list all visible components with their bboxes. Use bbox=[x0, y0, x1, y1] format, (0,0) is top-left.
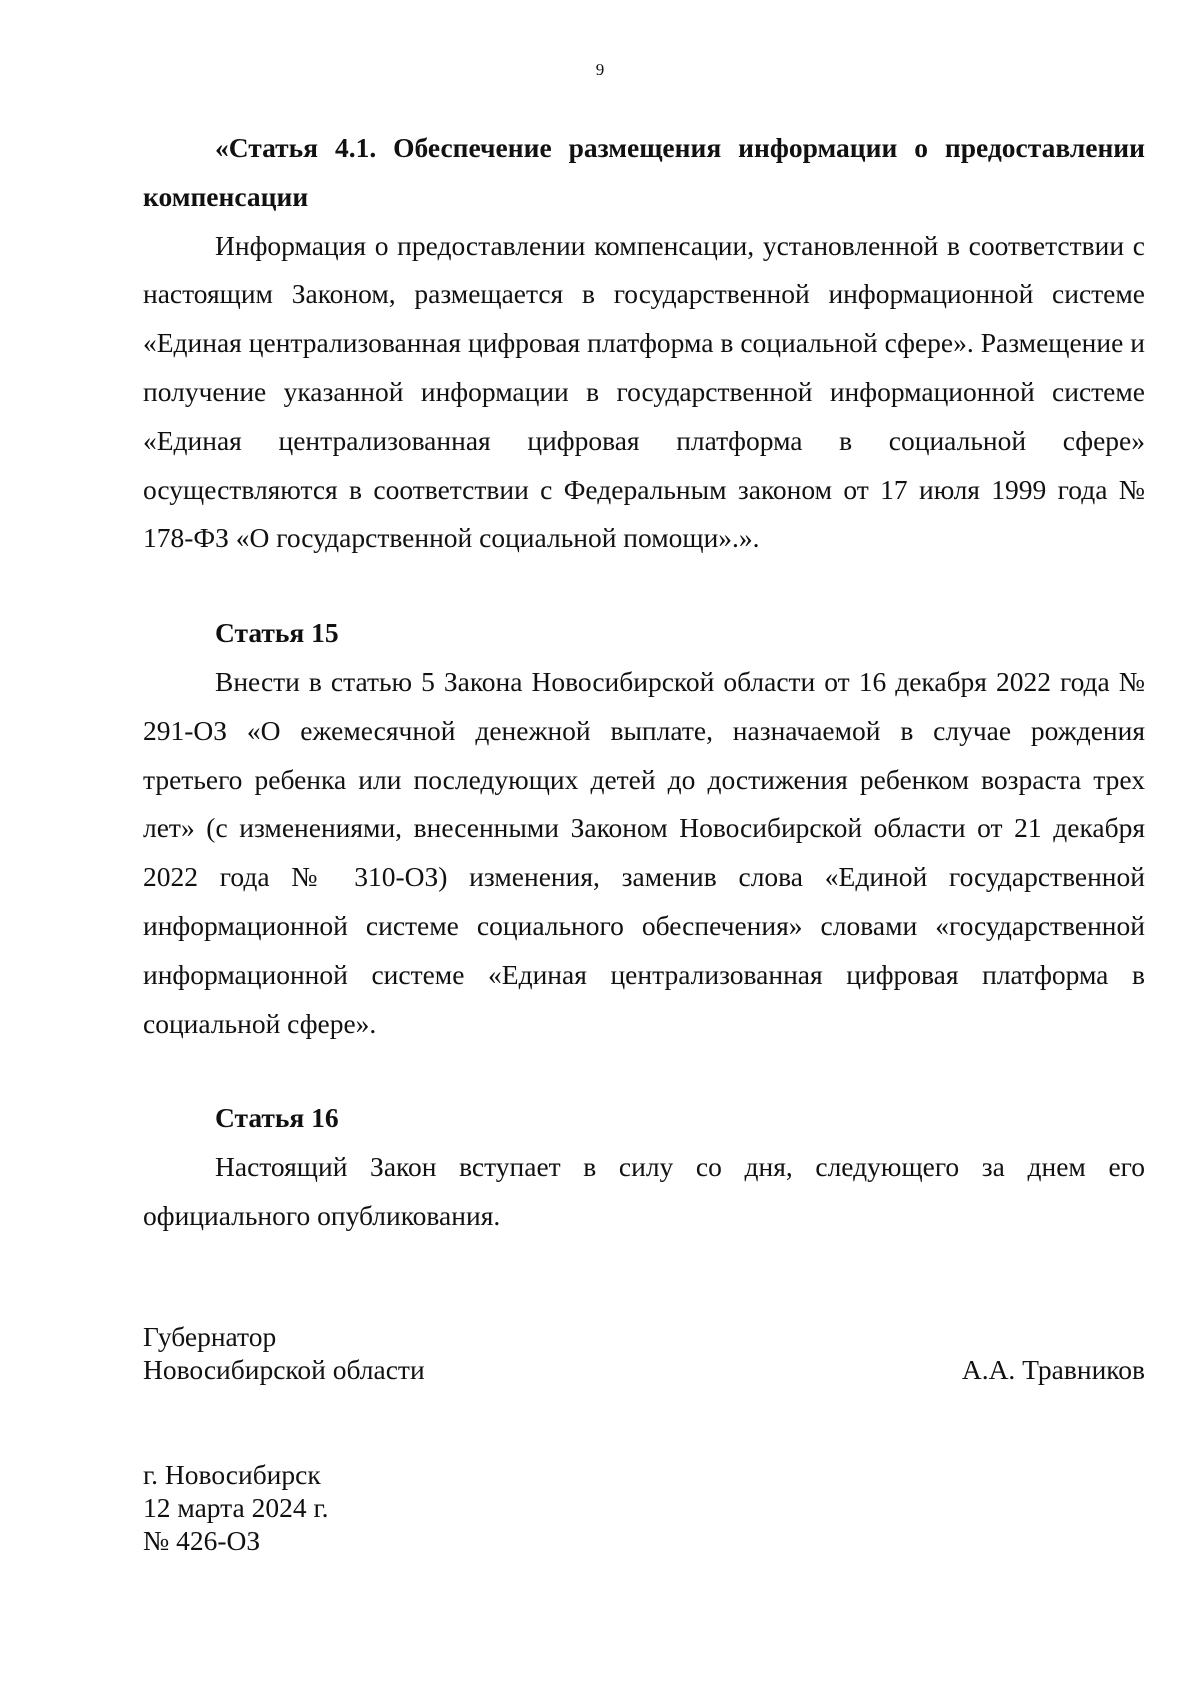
signature-row bbox=[143, 1353, 1145, 1386]
article-15-text: Внести в статью 5 Закона Новосибирской области от 16 декабря 2022 года № 291-ОЗ «О ежемесячной денежной выплате, назначаемой в случае рождения третьего ребенка или последующих детей до достижения ребенком возраста трех лет» (с изменениями, внесенными Законом Новосибирской области от 21 декабря 2022 года № 310-ОЗ) изменения, заменив слова «Единой государственной информационной системе социального обеспечения» словами «государственной информационной системе «Единая централизованная цифровая платформа в социальной сфере». bbox=[143, 665, 1145, 1039]
spacer bbox=[143, 563, 1145, 609]
article-16-text: Настоящий Закон вступает в силу со дня, следующего за днем его официального опубликования. bbox=[143, 1151, 1145, 1231]
footer-date: 12 марта 2024 г. bbox=[143, 1492, 329, 1523]
footer-city: г. Новосибирск bbox=[143, 1459, 321, 1490]
spacer bbox=[143, 1048, 1145, 1094]
page-number: 9 bbox=[595, 60, 605, 79]
signature-block bbox=[143, 1320, 1145, 1386]
signatory-title-line-1: Губернатор bbox=[143, 1321, 277, 1352]
article-16-heading: Статья 16 bbox=[215, 1102, 339, 1134]
signatory-name: А.А. Травников bbox=[961, 1354, 1145, 1385]
article-4-1-heading: «Статья 4.1. Обеспечение размещения информации о предоставлении компенсации bbox=[143, 132, 1145, 212]
signatory-title-line-2: Новосибирской области bbox=[143, 1354, 425, 1385]
article-15-heading: Статья 15 bbox=[215, 617, 339, 649]
document-body bbox=[143, 124, 1145, 1241]
footer-law-number: № 426-ОЗ bbox=[143, 1525, 261, 1556]
document-footer bbox=[143, 1458, 329, 1557]
article-4-1-text: Информация о предоставлении компенсации, установленной в соответствии с настоящим Законом, размещается в государственной информационной системе «Единая централизованная цифровая платформа в социальной сфере». Размещение и получение указанной информации в государственной информационной системе «Единая централизованная цифровая платформа в социальной сфере» осуществляются в соответствии с Федеральным законом от 17 июля 1999 года № 178-ФЗ «О государственной социальной помощи».». bbox=[143, 229, 1145, 554]
